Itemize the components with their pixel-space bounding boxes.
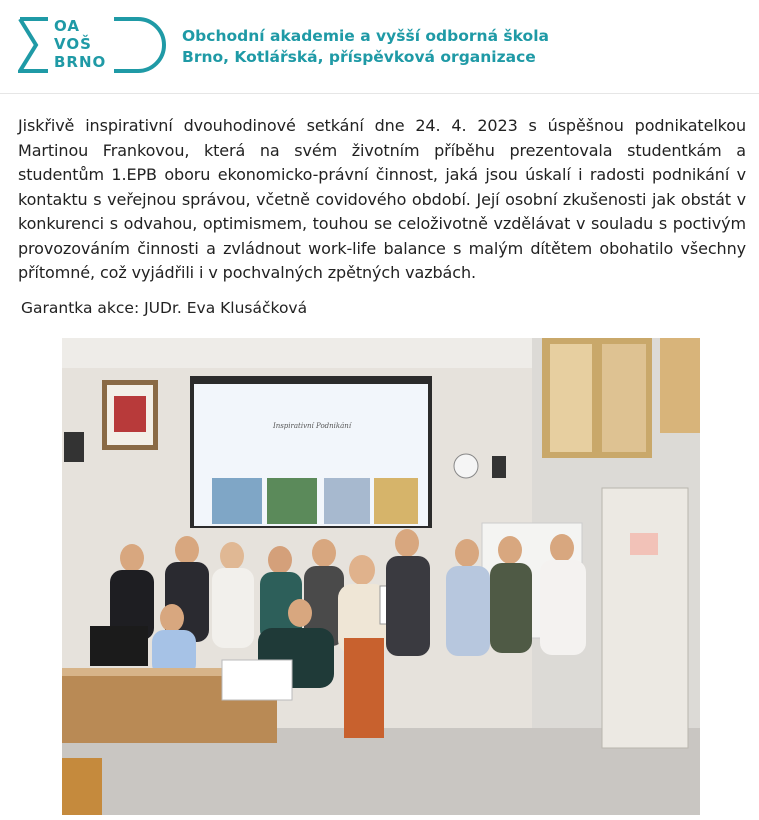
event-photo — [62, 338, 700, 815]
school-name-line-2: Brno, Kotlářská, příspěvková organizace — [182, 48, 536, 66]
projector-caption: Inspirativní Podnikání — [272, 422, 352, 430]
group-photo-illustration — [62, 338, 700, 815]
logo-line-oa: OA — [54, 17, 80, 35]
site-header — [0, 0, 759, 94]
article-body: Jiskřivě inspirativní dvouhodinové setkání dne 24. 4. 2023 s úspěšnou podnikatelkou Martinou Frankovou, která na svém životním příběhu prezentovala studentkám a studentům 1.EPB oboru ekonomicko-právní činnost, jaká jsou úskalí i radosti podnikání v kontaktu s veřejnou správou, včetně covidového období. Její osobní zkušenosti jak obstát v konkurenci s odvahou, optimismem, touhou se celoživotně vzdělávat v souladu s poctivým provozováním činnosti a zvládnout work-life balance s malým dítětem obohatilo všechny přítomné, což vyjádřili i v pochvalných zpětných vazbách. — [18, 116, 746, 282]
school-name — [182, 26, 549, 68]
school-logo[interactable] — [18, 16, 168, 74]
school-name-line-1: Obchodní akademie a vyšší odborná škola — [182, 27, 549, 45]
logo-text — [54, 17, 106, 71]
logo-line-vos: VOŠ — [54, 35, 92, 53]
logo-line-brno: BRNO — [54, 53, 107, 71]
event-guarantor: Garantka akce: JUDr. Eva Klusáčková — [21, 299, 308, 317]
